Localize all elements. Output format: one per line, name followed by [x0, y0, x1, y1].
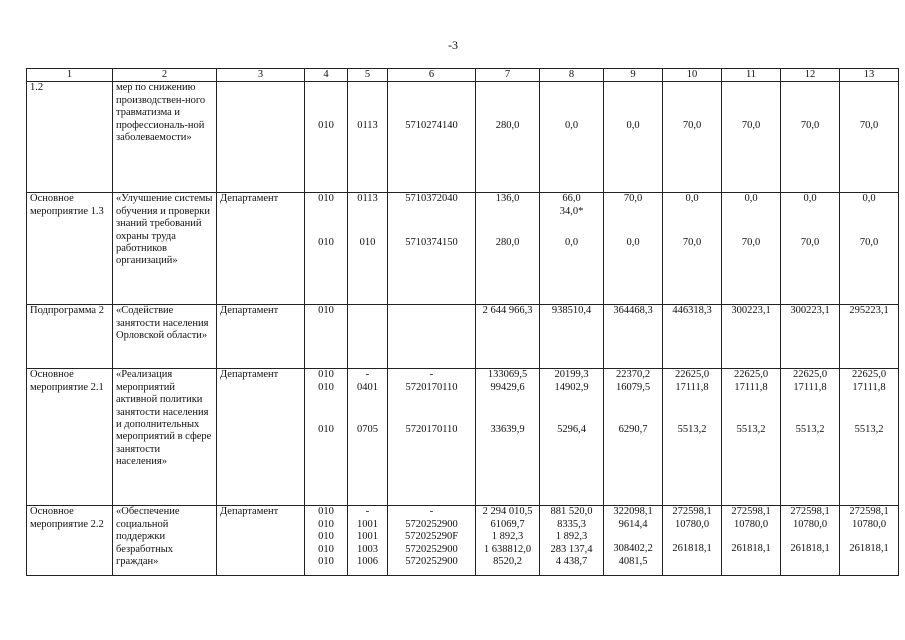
total-value: 136,0 — [495, 193, 520, 205]
header-col-9: 9 — [604, 69, 663, 82]
row-code: Подпрограмма 2 — [27, 305, 113, 369]
cell-grbs: 010 — [305, 305, 348, 369]
total-value: 2 294 010,5 — [482, 506, 533, 518]
rzpr-value: 1003 — [357, 543, 378, 555]
total-value: 61069,7 — [490, 518, 525, 530]
table-row — [27, 506, 899, 576]
cell-y6 — [840, 82, 899, 193]
row-code: 1.2 — [27, 82, 113, 193]
csr-value: 5720252900 — [405, 556, 458, 568]
y1-footnote-value: 34,0* — [559, 205, 584, 217]
row-code: Основное мероприятие 2.2 — [27, 506, 113, 576]
cell-y3 — [663, 369, 722, 506]
cell-csr — [388, 193, 476, 305]
grbs-value: 010 — [318, 424, 334, 436]
y1-value: 0,0 — [564, 237, 579, 249]
y3-value: 0,0 — [685, 193, 699, 205]
cell-y3 — [663, 82, 722, 193]
row-title: «Обеспечение социальной поддержки безработных граждан» — [113, 506, 217, 576]
header-col-13: 13 — [840, 69, 899, 82]
y5-value: 10780,0 — [792, 518, 828, 530]
y5-value: 70,0 — [800, 236, 820, 248]
cell-total — [476, 82, 540, 193]
y2-value: 16079,5 — [615, 381, 651, 393]
rzpr-value: 010 — [359, 236, 376, 248]
y3-value: 261818,1 — [672, 543, 712, 555]
cell-total — [476, 193, 540, 305]
cell-y4 — [722, 193, 781, 305]
rzpr-value: 0401 — [357, 381, 378, 393]
row-title: «Улучшение системы обучения и проверки знаний требований охраны труда работников организаций» — [113, 193, 217, 305]
rzpr-value: 0113 — [357, 120, 378, 132]
y6-value: 22625,0 — [851, 369, 887, 381]
csr-value: 5710274140 — [405, 120, 458, 132]
csr-value: - — [429, 369, 434, 381]
row-executor: Департамент — [217, 305, 305, 369]
grbs-value: 010 — [318, 556, 334, 568]
rzpr-value: - — [365, 369, 370, 381]
y1-value: 5296,4 — [557, 424, 586, 436]
total-value: 8520,2 — [493, 556, 522, 568]
cell-y3 — [663, 506, 722, 576]
table-row — [27, 82, 899, 193]
cell-y1 — [540, 506, 604, 576]
cell-total — [476, 506, 540, 576]
cell-y1 — [540, 82, 604, 193]
row-title: «Содействие занятости населения Орловской области» — [113, 305, 217, 369]
cell-total: 2 644 966,3 — [476, 305, 540, 369]
header-col-7: 7 — [476, 69, 540, 82]
rzpr-value: - — [365, 506, 370, 518]
y2-value: 4081,5 — [618, 555, 648, 567]
cell-y6 — [840, 369, 899, 506]
page-number: -3 — [448, 38, 458, 52]
grbs-value: 010 — [318, 193, 334, 205]
y3-value: 70,0 — [682, 236, 702, 248]
row-executor: Департамент — [217, 369, 305, 506]
grbs-value: 010 — [318, 120, 334, 132]
csr-value: 5720170110 — [405, 424, 458, 436]
table-row — [27, 369, 899, 506]
y2-value: 6290,7 — [618, 424, 648, 436]
cell-grbs — [305, 82, 348, 193]
y5-value: 261818,1 — [790, 543, 830, 555]
y4-value: 17111,8 — [734, 381, 768, 393]
row-code: Основное мероприятие 2.1 — [27, 369, 113, 506]
y3-value: 70,0 — [682, 120, 702, 132]
cell-csr — [388, 506, 476, 576]
rzpr-value: 0113 — [357, 193, 378, 205]
cell-grbs — [305, 369, 348, 506]
y6-value: 261818,1 — [849, 543, 889, 555]
cell-y5 — [781, 506, 840, 576]
y1-value: 4 438,7 — [555, 556, 588, 568]
total-value: 280,0 — [495, 120, 520, 132]
y3-value: 22625,0 — [674, 369, 710, 381]
row-title: «Реализация мероприятий активной политики занятости населения и дополнительных мероприятий в сфере занятости населения» — [113, 369, 217, 506]
header-row — [27, 69, 899, 82]
y4-value: 70,0 — [741, 236, 761, 248]
y2-value: 308402,2 — [613, 543, 653, 555]
cell-y6 — [840, 506, 899, 576]
y5-value: 70,0 — [800, 120, 820, 132]
y3-value: 10780,0 — [674, 518, 710, 530]
grbs-value: 010 — [318, 531, 334, 543]
header-col-11: 11 — [722, 69, 781, 82]
cell-csr — [388, 305, 476, 369]
y2-value: 22370,2 — [615, 369, 651, 381]
csr-value: 5720170110 — [405, 381, 458, 393]
cell-y5 — [781, 82, 840, 193]
header-col-6: 6 — [388, 69, 476, 82]
y2-value: 0,0 — [626, 236, 640, 248]
cell-y2 — [604, 82, 663, 193]
cell-csr — [388, 82, 476, 193]
cell-y5: 300223,1 — [781, 305, 840, 369]
grbs-value: 010 — [318, 543, 334, 555]
grbs-value: 010 — [318, 518, 334, 530]
y1-value: 1 892,3 — [555, 531, 588, 543]
cell-rzpr — [348, 305, 388, 369]
y1-value: 8335,3 — [557, 518, 586, 530]
grbs-value: 010 — [318, 381, 334, 393]
y6-value: 5513,2 — [854, 424, 884, 436]
grbs-value: 010 — [318, 236, 334, 248]
y5-value: 0,0 — [803, 193, 817, 205]
csr-value: - — [429, 506, 434, 518]
cell-y5 — [781, 193, 840, 305]
row-executor — [217, 82, 305, 193]
table-row — [27, 305, 899, 369]
cell-csr — [388, 369, 476, 506]
y6-value: 70,0 — [859, 120, 879, 132]
csr-value: 5720252900 — [405, 543, 458, 555]
rzpr-value: 0705 — [357, 424, 378, 436]
cell-y2 — [604, 369, 663, 506]
cell-y6 — [840, 193, 899, 305]
y6-value: 70,0 — [859, 236, 879, 248]
y4-value: 10780,0 — [733, 518, 769, 530]
header-col-10: 10 — [663, 69, 722, 82]
y4-value: 0,0 — [744, 193, 758, 205]
total-value: 1 892,3 — [491, 531, 524, 543]
y3-value: 272598,1 — [672, 506, 712, 518]
csr-value: 5710372040 — [405, 193, 458, 205]
cell-rzpr — [348, 193, 388, 305]
cell-y2 — [604, 193, 663, 305]
y5-value: 272598,1 — [790, 506, 830, 518]
y1-value: 0,0 — [564, 120, 579, 132]
y6-value: 10780,0 — [851, 518, 887, 530]
cell-y1: 938510,4 — [540, 305, 604, 369]
header-col-3: 3 — [217, 69, 305, 82]
cell-y6: 295223,1 — [840, 305, 899, 369]
row-title: мер по снижению производствен-ного травматизма и профессиональ-ной заболеваемости» — [113, 82, 217, 193]
cell-rzpr — [348, 506, 388, 576]
total-value: 99429,6 — [490, 381, 525, 393]
cell-total — [476, 369, 540, 506]
csr-value: 5710374150 — [405, 236, 458, 248]
row-executor: Департамент — [217, 506, 305, 576]
cell-y3: 446318,3 — [663, 305, 722, 369]
y2-value: 0,0 — [626, 120, 640, 132]
y6-value: 0,0 — [862, 193, 876, 205]
total-value: 133069,5 — [487, 369, 528, 381]
y5-value: 5513,2 — [795, 424, 825, 436]
y4-value: 272598,1 — [731, 506, 771, 518]
total-value: 33639,9 — [490, 424, 525, 436]
cell-y4 — [722, 82, 781, 193]
total-value: 280,0 — [495, 236, 520, 248]
cell-y2 — [604, 506, 663, 576]
y2-value: 9614,4 — [618, 518, 648, 530]
y4-value: 261818,1 — [731, 543, 771, 555]
cell-y4: 300223,1 — [722, 305, 781, 369]
row-executor: Департамент — [217, 193, 305, 305]
csr-value: 572025290F — [404, 531, 459, 543]
y1-value: 14902,9 — [554, 381, 589, 393]
y6-value: 272598,1 — [849, 506, 889, 518]
cell-y1 — [540, 369, 604, 506]
y1-value: 283 137,4 — [550, 543, 593, 555]
y4-value: 22625,0 — [733, 369, 769, 381]
header-col-8: 8 — [540, 69, 604, 82]
rzpr-value: 1001 — [357, 518, 378, 530]
cell-rzpr — [348, 369, 388, 506]
rzpr-value: 1006 — [357, 556, 378, 568]
cell-grbs — [305, 193, 348, 305]
y2-value: 322098,1 — [613, 506, 653, 518]
grbs-value: 010 — [318, 506, 334, 518]
y5-value: 22625,0 — [792, 369, 828, 381]
cell-y4 — [722, 506, 781, 576]
cell-y5 — [781, 369, 840, 506]
header-col-5: 5 — [348, 69, 388, 82]
y5-value: 17111,8 — [793, 381, 827, 393]
y1-value: 20199,3 — [554, 369, 589, 381]
header-col-12: 12 — [781, 69, 840, 82]
y3-value: 17111,8 — [675, 381, 709, 393]
rzpr-value: 1001 — [357, 531, 378, 543]
cell-y3 — [663, 193, 722, 305]
row-code: Основное мероприятие 1.3 — [27, 193, 113, 305]
y2-value: 70,0 — [623, 193, 643, 205]
y1-value: 881 520,0 — [550, 506, 593, 518]
y1-value: 66,0 — [562, 193, 581, 205]
header-col-4: 4 — [305, 69, 348, 82]
cell-rzpr — [348, 82, 388, 193]
y3-value: 5513,2 — [677, 424, 707, 436]
total-value: 1 638812,0 — [483, 543, 532, 555]
cell-y2: 364468,3 — [604, 305, 663, 369]
y4-value: 70,0 — [741, 120, 761, 132]
y6-value: 17111,8 — [852, 381, 886, 393]
csr-value: 5720252900 — [405, 518, 458, 530]
y4-value: 5513,2 — [736, 424, 766, 436]
header-col-1: 1 — [27, 69, 113, 82]
budget-table — [26, 68, 899, 576]
grbs-value: 010 — [318, 369, 334, 381]
cell-grbs — [305, 506, 348, 576]
cell-y4 — [722, 369, 781, 506]
header-col-2: 2 — [113, 69, 217, 82]
table-row — [27, 193, 899, 305]
cell-y1 — [540, 193, 604, 305]
